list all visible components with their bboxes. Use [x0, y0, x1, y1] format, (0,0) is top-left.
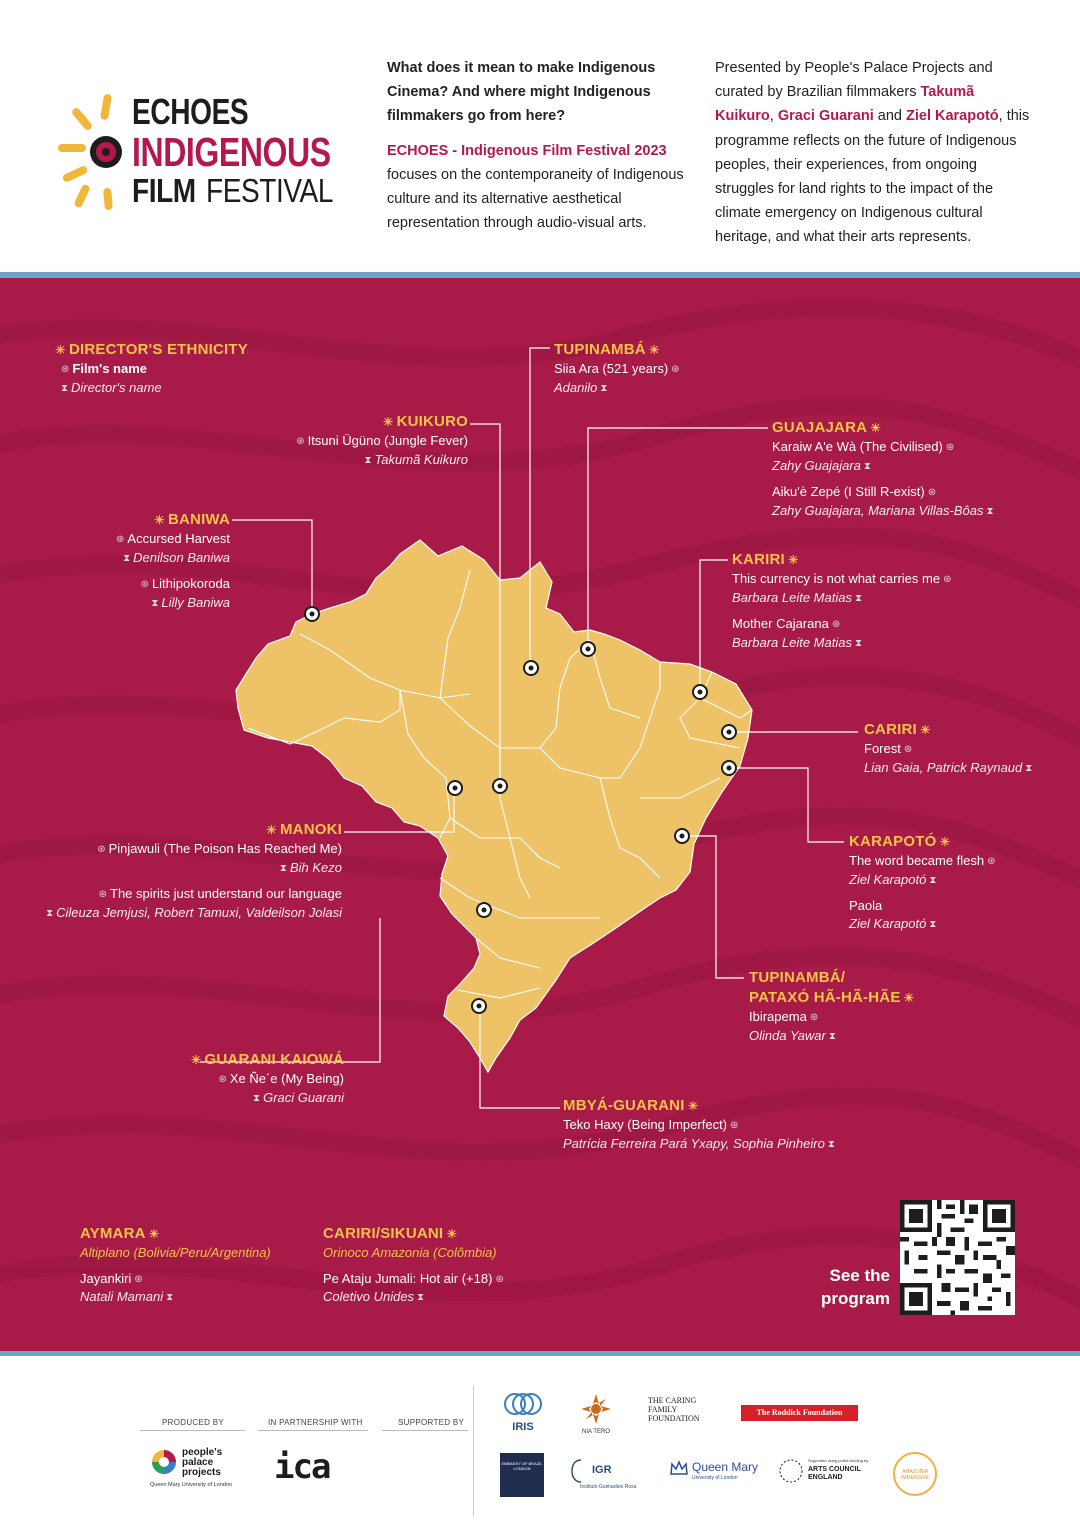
sun-icon: ☀ [154, 513, 165, 527]
film-reel-icon: ⊛ [903, 744, 913, 755]
director-name: Lilly Baniwa [161, 594, 230, 610]
ethnicity-name-line2: PATAXÓ HÃ-HÃ-HÃE [749, 989, 901, 1006]
film-reel-icon: ⊛ [97, 844, 106, 855]
iris-icon [501, 1392, 545, 1416]
iris-label: IRIS [512, 1421, 534, 1433]
separator: , [769, 108, 778, 125]
sun-icon: ☀ [787, 553, 799, 567]
caring-family-logo: THE CARING FAMILY FOUNDATION [648, 1396, 700, 1423]
director-name: Olinda Yawar [749, 1027, 826, 1043]
director-chair-icon: ⧗ [123, 552, 131, 564]
director-name: Zahy Guajajara [772, 457, 861, 473]
igr-label: IGR [592, 1464, 612, 1476]
ppp-sub: Queen Mary University of London [150, 1482, 232, 1488]
film-title: Ibirapema [749, 1009, 807, 1024]
film-title: This currency is not what carries me [732, 571, 941, 586]
ethnicity-name: KARAPOTÓ [849, 833, 937, 850]
group-kuikuro [236, 412, 468, 469]
ppp-name: people's palace projects [182, 1447, 223, 1478]
region: Altiplano (Bolivia/Peru/Argentina) [80, 1245, 271, 1260]
director-name: Barbara Leite Matias [732, 589, 852, 605]
film-reel-icon: ⊛ [730, 1120, 739, 1131]
ethnicity-name: CARIRI/SIKUANI [323, 1225, 444, 1242]
sun-icon: ☀ [919, 723, 931, 737]
ethnicity-name: MANOKI [279, 821, 342, 838]
director-chair-icon: ⧗ [279, 862, 287, 874]
film-reel-icon: ⊛ [218, 1074, 227, 1085]
director-name: Coletivo Unides [323, 1289, 415, 1304]
film-reel-icon: ⊛ [61, 364, 70, 375]
see-program-label [806, 1264, 890, 1310]
film-reel-icon: ⊛ [495, 1273, 504, 1285]
ica-logo: ica [274, 1447, 330, 1487]
vertical-divider [473, 1386, 474, 1516]
intro-right-column [715, 56, 1035, 250]
director-name: Ziel Karapotó [849, 915, 927, 931]
director-name: Takumã Kuikuro [374, 451, 468, 467]
curator-takuma: Takumã Kuikuro [715, 84, 975, 125]
group-tupinamba [554, 340, 774, 397]
director-chair-icon: ⧗ [929, 874, 937, 886]
intro-question: What does it mean to make Indigenous Cinema? And where might Indigenous filmmakers go from here? [387, 60, 656, 125]
logo-festival: FESTIVAL [206, 172, 334, 209]
ppp-icon [150, 1448, 178, 1476]
film-reel-icon: ⊛ [134, 1273, 143, 1285]
group-guarani-kaiowa [120, 1050, 344, 1107]
festival-name: ECHOES - Indigenous Film Festival 2023 [387, 142, 667, 159]
sun-icon: ☀ [687, 1099, 699, 1113]
curator-graci: Graci Guarani [777, 108, 874, 125]
group-mbya-guarani [563, 1096, 883, 1153]
amazonia-immersive-logo: AMAZONIA IMMERSIVE [893, 1452, 937, 1496]
sun-icon: ☀ [648, 343, 660, 357]
ethnicity-name: BANIWA [167, 511, 230, 528]
group-tupinamba-pataxo [749, 968, 989, 1045]
logo-echoes: ECHOES [132, 91, 249, 132]
director-chair-icon: ⧗ [600, 382, 608, 394]
film-reel-icon: ⊛ [831, 619, 841, 630]
marker-manoki [448, 781, 462, 795]
film-title: Paola [849, 898, 883, 913]
partnership-label: IN PARTNERSHIP WITH [268, 1418, 363, 1427]
group-aymara [80, 1224, 310, 1307]
director-chair-icon: ⧗ [253, 1092, 261, 1104]
director-name: Graci Guarani [263, 1089, 344, 1105]
marker-karapoto [722, 761, 736, 775]
divider [382, 1430, 468, 1431]
see-program-line2: program [821, 1289, 890, 1308]
supported-by-label: SUPPORTED BY [398, 1418, 465, 1427]
director-name: Adanilo [554, 379, 598, 395]
legend-ethnicity: DIRECTOR'S ETHNICITY [68, 341, 248, 358]
sun-icon: ☀ [382, 415, 394, 429]
film-title: Pe Ataju Jumali: Hot air (+18) [323, 1270, 493, 1286]
film-reel-icon: ⊛ [927, 487, 937, 498]
embassy-sub: LONDON [513, 1466, 531, 1471]
ethnicity-name: CARIRI [864, 721, 917, 738]
group-guajajara [772, 418, 1072, 520]
film-reel-icon: ⊛ [671, 364, 680, 375]
qr-code-icon[interactable] [900, 1200, 1015, 1315]
film-title: Xe Ñe´e (My Being) [229, 1071, 344, 1086]
director-chair-icon: ⧗ [46, 907, 54, 919]
film-reel-icon: ⊛ [809, 1012, 819, 1023]
film-title: Itsuni Ügüno (Jungle Fever) [307, 433, 468, 448]
region: Orinoco Amazonia (Colômbia) [323, 1245, 497, 1260]
film-title: Aiku'è Zepé (I Still R-exist) [772, 484, 925, 499]
ethnicity-name: TUPINAMBÁ [554, 341, 646, 358]
embassy-label: EMBASSY OF BRAZIL [501, 1461, 543, 1466]
sun-icon: ☀ [446, 1227, 458, 1241]
marker-tupinamba [524, 661, 538, 675]
director-name: Cileuza Jemjusi, Robert Tamuxi, Valdeilson Jolasi [56, 904, 342, 920]
director-chair-icon: ⧗ [827, 1138, 835, 1150]
legend-director: Director's name [71, 379, 162, 395]
group-cariri [864, 720, 1064, 777]
director-chair-icon: ⧗ [986, 505, 994, 517]
director-chair-icon: ⧗ [1025, 762, 1033, 774]
group-kariri [732, 550, 1032, 652]
film-title: Jayankiri [80, 1270, 132, 1286]
group-karapoto [849, 832, 1069, 933]
film-title: Forest [864, 741, 901, 756]
director-name: Denilson Baniwa [133, 549, 230, 565]
arts-council-icon [778, 1458, 804, 1484]
intro-left-column [387, 56, 705, 235]
ethnicity-name: KUIKURO [396, 413, 468, 430]
film-reel-icon: ⊛ [140, 579, 149, 590]
header [0, 0, 1080, 272]
director-chair-icon: ⧗ [417, 1292, 425, 1303]
film-title: Accursed Harvest [127, 531, 230, 546]
footer [0, 1356, 1080, 1527]
sun-icon: ☀ [939, 835, 951, 849]
festival-text: focuses on the contemporaneity of Indigenous culture and its alternative aesthetical representation through audio-visual arts. [387, 166, 684, 232]
ethnicity-name: GUAJAJARA [772, 419, 868, 436]
director-name: Bih Kezo [289, 859, 342, 875]
marker-guajajara [581, 642, 595, 656]
director-chair-icon: ⧗ [854, 637, 862, 649]
intro-festival [387, 139, 705, 236]
director-name: Ziel Karapotó [849, 871, 927, 887]
curator-ziel: Ziel Karapotó [906, 108, 999, 125]
separator: and [873, 108, 906, 125]
qm-label: Queen Mary [692, 1460, 759, 1474]
qm-sub: University of London [692, 1475, 738, 1481]
marker-cariri [722, 725, 736, 739]
director-chair-icon: ⧗ [151, 597, 159, 609]
director-chair-icon: ⧗ [854, 592, 862, 604]
produced-by-label: PRODUCED BY [162, 1418, 224, 1427]
divider [258, 1430, 368, 1431]
film-title: The word became flesh [849, 853, 985, 868]
film-reel-icon: ⊛ [943, 574, 952, 585]
director-chair-icon: ⧗ [166, 1292, 174, 1303]
sun-icon: ☀ [190, 1053, 202, 1067]
film-title: Pinjawuli (The Poison Has Reached Me) [108, 841, 342, 856]
marker-baniwa [305, 607, 319, 621]
director-name: Zahy Guajajara, Mariana Villas-Bôas [772, 502, 984, 518]
roddick-logo: The Roddick Foundation [741, 1405, 858, 1421]
igr-sub: Instituto Guimarães Rosa [580, 1484, 637, 1490]
presented-text-end: , this programme reflects on the future of Indigenous peoples, their experiences, from ongoing struggles for land rights to the impact of the climate emergency on Indigenous cultural heritage, and what their arts represents. [715, 108, 1030, 246]
legend [52, 340, 312, 397]
festival-logo [56, 88, 356, 218]
igr-icon [570, 1458, 592, 1484]
director-chair-icon: ⧗ [863, 460, 871, 472]
marker-pataxo [675, 829, 689, 843]
film-title: Lithipokoroda [151, 576, 230, 591]
director-chair-icon: ⧗ [364, 454, 372, 466]
director-name: Lian Gaia, Patrick Raynaud [864, 759, 1023, 775]
film-reel-icon: ⊛ [296, 436, 305, 447]
ethnicity-name: MBYÁ-GUARANI [563, 1097, 685, 1114]
ethnicity-name: AYMARA [80, 1225, 146, 1242]
film-title: The spirits just understand our language [110, 886, 342, 901]
group-baniwa [60, 510, 230, 612]
film-title: Siia Ara (521 years) [554, 361, 669, 376]
marker-mbya-guarani [472, 999, 486, 1013]
crown-icon [670, 1460, 688, 1476]
ethnicity-name: KARIRI [732, 551, 785, 568]
presented-text: Presented by People's Palace Projects and curated by Brazilian filmmakers [715, 60, 993, 101]
ace-sub: Supported using public funding by [808, 1458, 869, 1463]
ace-label: ARTS COUNCIL ENGLAND [808, 1466, 861, 1481]
sun-icon: ☀ [903, 991, 915, 1005]
director-name: Barbara Leite Matias [732, 634, 852, 650]
sun-icon: ☀ [870, 421, 882, 435]
iris-logo [498, 1392, 548, 1433]
legend-film: Film's name [72, 361, 148, 376]
film-title: Mother Cajarana [732, 616, 829, 631]
film-reel-icon: ⊛ [116, 534, 125, 545]
embassy-logo [500, 1453, 544, 1497]
director-chair-icon: ⧗ [61, 382, 69, 394]
film-reel-icon: ⊛ [987, 856, 996, 867]
film-title: Karaiw A'e Wà (The Civilised) [772, 439, 943, 454]
nia-tero-logo [576, 1394, 616, 1435]
logo-indigenous: INDIGENOUS [132, 129, 331, 175]
sun-icon: ☀ [148, 1227, 160, 1241]
director-name: Patrícia Ferreira Pará Yxapy, Sophia Pinheiro [563, 1135, 825, 1151]
map-panel [0, 272, 1080, 1356]
marker-kuikuro [493, 779, 507, 793]
see-program-line1: See the [829, 1266, 890, 1285]
director-name: Natali Mamani [80, 1289, 164, 1304]
sun-icon: ☀ [266, 823, 277, 837]
film-reel-icon: ⊛ [98, 889, 108, 900]
nia-tero-label: NIA TERO [582, 1429, 610, 1435]
marker-kariri [693, 685, 707, 699]
nia-tero-icon [581, 1394, 611, 1424]
film-title: Teko Haxy (Being Imperfect) [563, 1117, 728, 1132]
marker-guarani-kaiowa [477, 903, 491, 917]
group-cariri-sikuani [323, 1224, 573, 1307]
director-chair-icon: ⧗ [828, 1030, 836, 1042]
director-chair-icon: ⧗ [929, 918, 937, 930]
sun-logo-icon [56, 92, 128, 212]
ethnicity-name: GUARANI KAIOWÁ [204, 1051, 344, 1068]
divider [140, 1430, 245, 1431]
logo-film: FILM [132, 172, 196, 209]
ethnicity-name-line1: TUPINAMBÁ/ [749, 969, 846, 986]
sun-icon: ☀ [55, 343, 66, 357]
group-manoki [20, 820, 342, 922]
film-reel-icon: ⊛ [945, 442, 955, 453]
